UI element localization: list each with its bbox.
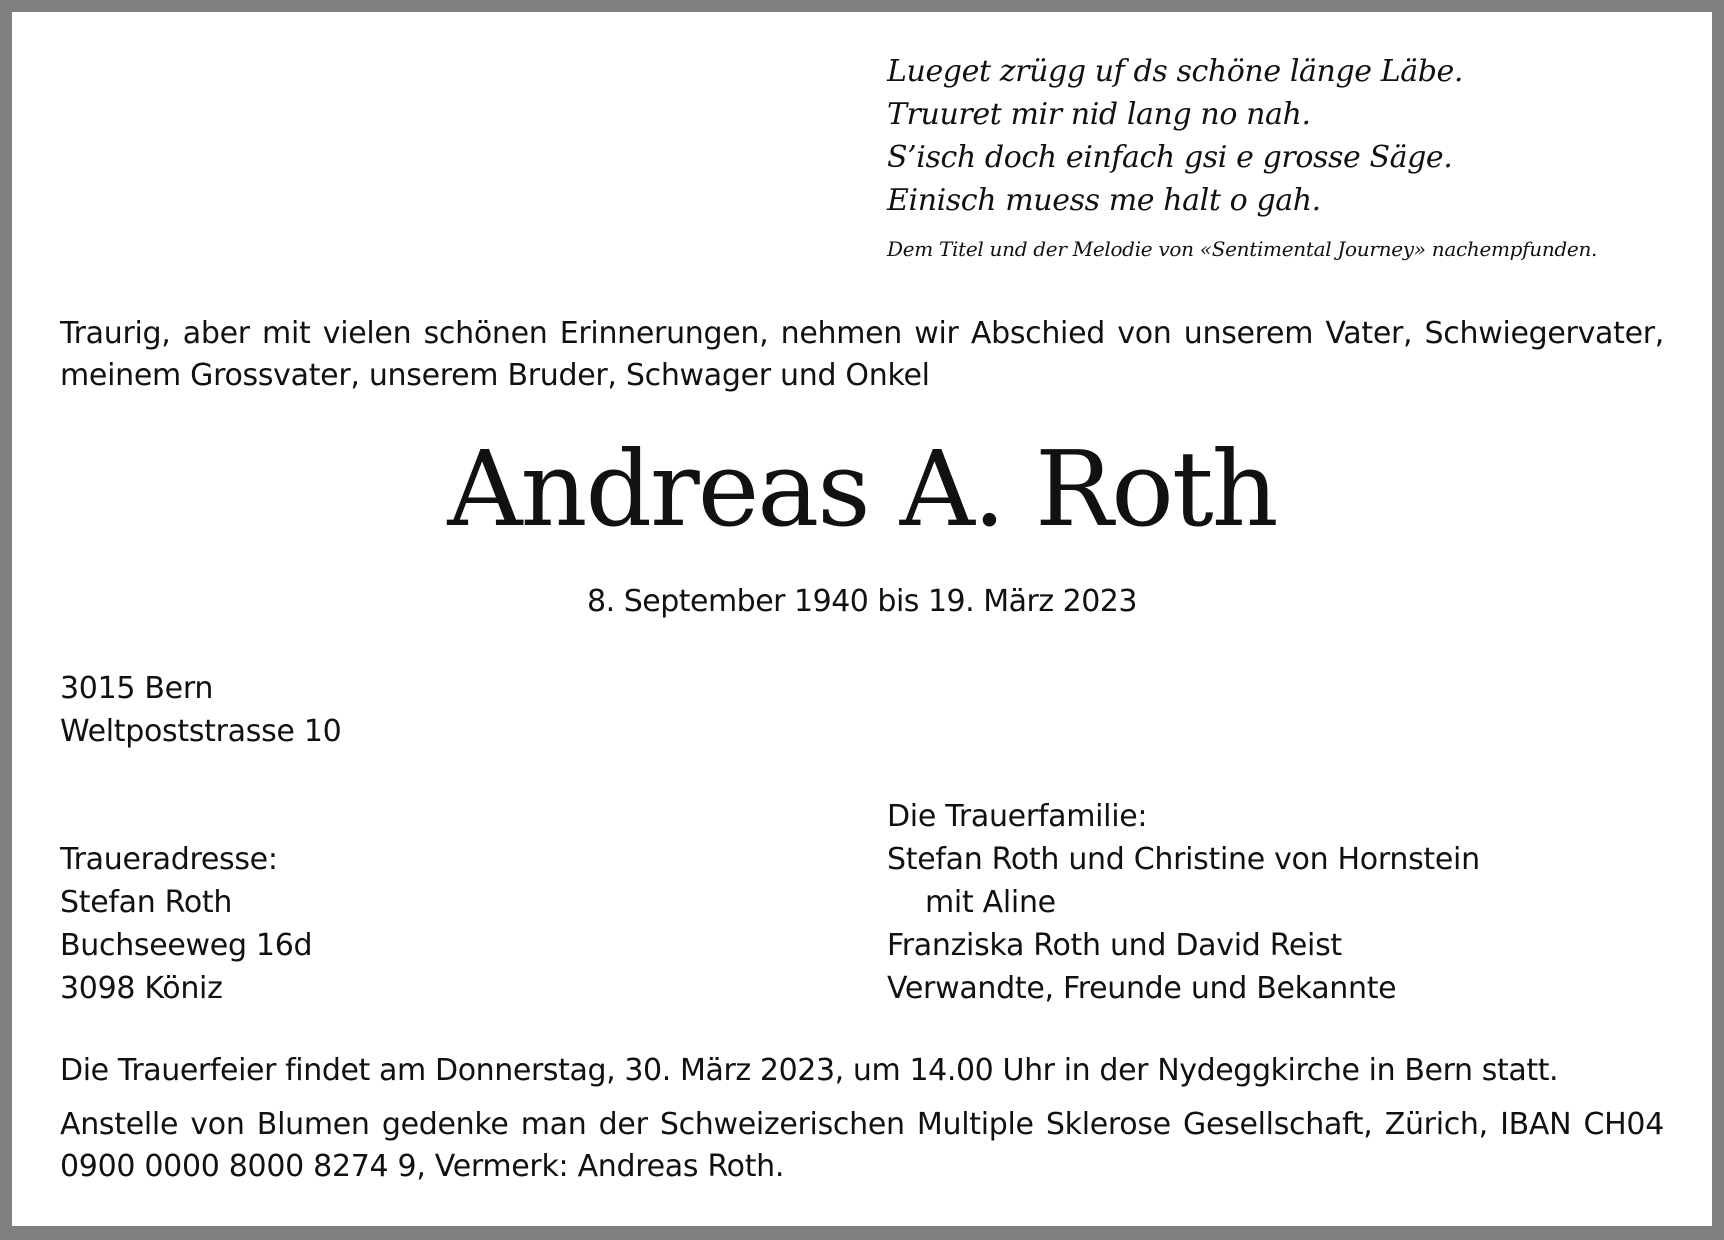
poem-line: Truuret mir nid lang no nah.: [887, 97, 1311, 132]
poem-note: Dem Titel und der Melodie von «Sentimental Journey» nachempfunden.: [887, 237, 1598, 261]
address-line: 3015 Bern: [60, 671, 214, 706]
poem: [887, 50, 1687, 262]
poem-line: S’isch doch einfach gsi e grosse Säge.: [887, 140, 1453, 175]
family-member: Verwandte, Freunde und Bekannte: [887, 971, 1397, 1006]
deceased-name: Andreas A. Roth: [447, 428, 1277, 550]
family-member: Franziska Roth und David Reist: [887, 928, 1342, 963]
ceremony-notice: Die Trauerfeier findet am Donnerstag, 30. März 2023, um 14.00 Uhr in der Nydeggkirche in Bern statt.: [60, 1053, 1559, 1088]
address-line: Weltpoststrasse 10: [60, 714, 342, 749]
residence-address: [60, 667, 341, 753]
poem-line: Lueget zrügg uf ds schöne länge Läbe.: [887, 54, 1464, 89]
mourning-family: [887, 795, 1480, 1010]
donation-notice: Anstelle von Blumen gedenke man der Schweizerischen Multiple Sklerose Gesellschaft, Zürich, IBAN CH04 0900 0000 8000 8274 9, Vermerk: Andreas Roth.: [60, 1107, 1664, 1184]
mourning-address-line: Buchseeweg 16d: [60, 928, 313, 963]
family-heading: Die Trauerfamilie:: [887, 799, 1148, 834]
obituary-page: [12, 12, 1712, 1226]
poem-line: Einisch muess me halt o gah.: [887, 183, 1321, 218]
life-dates: 8. September 1940 bis 19. März 2023: [587, 584, 1137, 619]
mourning-address-heading: Traueradresse:: [60, 842, 278, 877]
intro-text: Traurig, aber mit vielen schönen Erinnerungen, nehmen wir Abschied von unserem Vater, Schwiegervater, meinem Grossvater, unserem Bruder, Schwager und Onkel: [60, 316, 1664, 393]
family-member: mit Aline: [925, 885, 1056, 920]
mourning-address: [60, 838, 312, 1010]
mourning-address-line: 3098 Köniz: [60, 971, 223, 1006]
mourning-address-line: Stefan Roth: [60, 885, 233, 920]
family-member: Stefan Roth und Christine von Hornstein: [887, 842, 1480, 877]
